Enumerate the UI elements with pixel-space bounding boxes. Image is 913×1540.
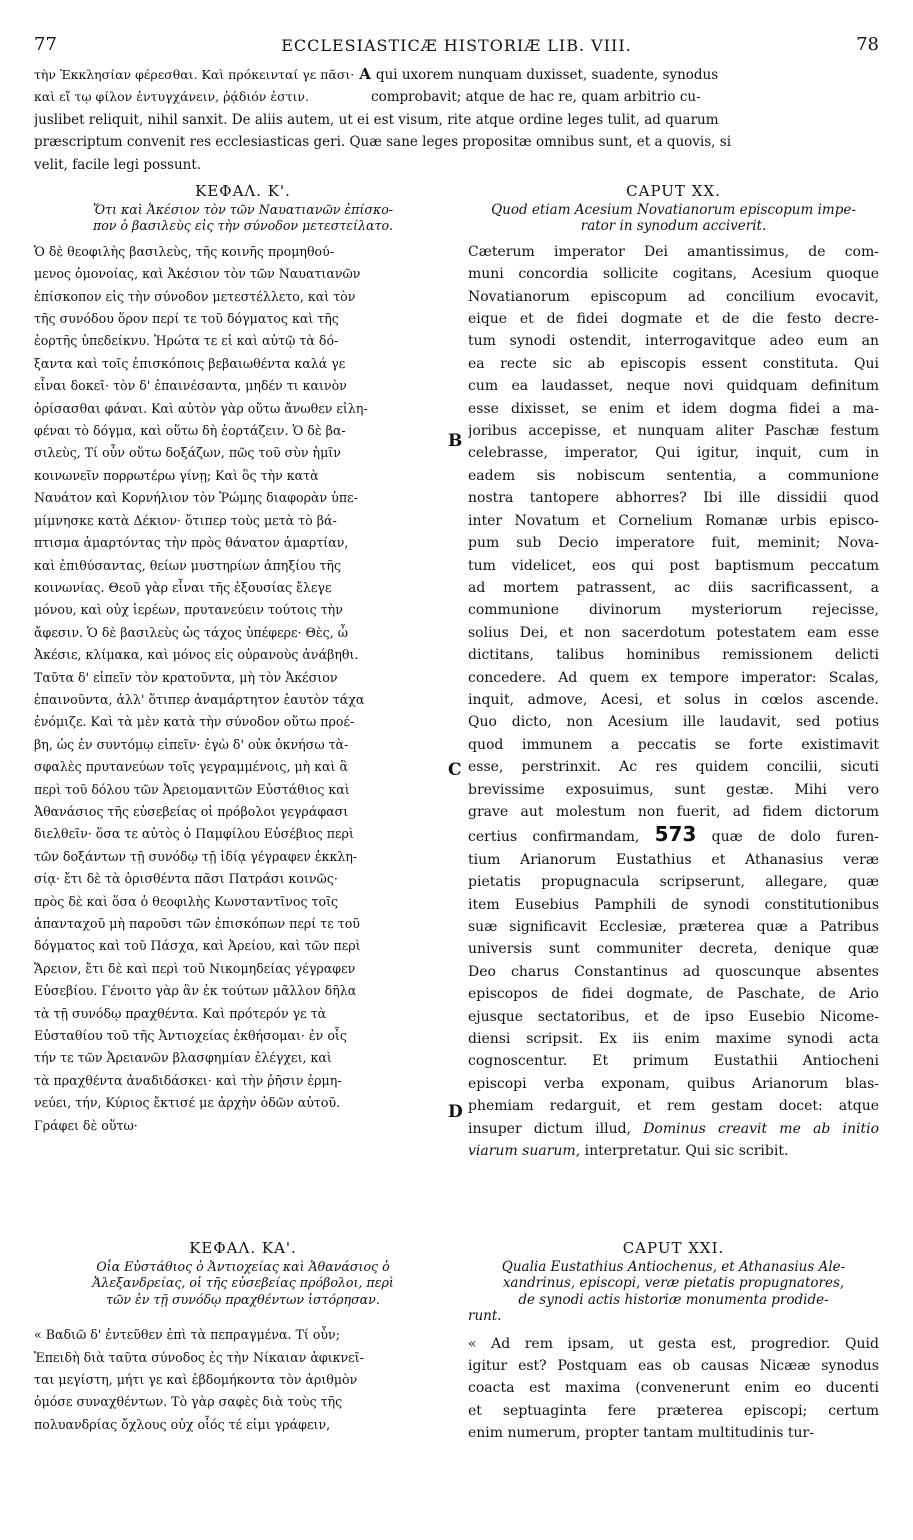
chapter-text-latin-20 (468, 241, 879, 1163)
text-line: cum ea laudasset, neque novi quidquam definitum (468, 378, 879, 395)
text-line: ξαντα καὶ τοῖς ἐπισκόποις βεβαιωθέντα καλά γε (34, 355, 346, 371)
text-line: pum sub Decio imperatore fuit, meminit; Nova- (468, 535, 879, 552)
text-line: phemiam redarguit, et rem gestam docet: atque (468, 1098, 879, 1115)
text-line: eadem sis nobiscum sententia, a communione (468, 467, 879, 484)
latin-column (468, 180, 879, 1162)
chapter-heading-greek-21: ΚΕΦΑΛ. ΚΑ'. (189, 1239, 297, 1257)
text-line: Ταῦτα δ' εἰπεῖν τὸν κρατοῦντα, μὴ τὸν Ἀκέσιον (34, 669, 338, 685)
text-line: quod immunem a peccatis se forte existimavit (468, 736, 879, 753)
text-line: ejusque sectatoribus, et de ipso Eusebio Nicome- (468, 1008, 879, 1025)
text-line: πτισμα ἁμαρτόντας τὴν πρὸς θάνατον ἁμαρτίαν, (34, 535, 349, 551)
text-line: Ἄρειον, ἔτι δὲ καὶ περὶ τοῦ Νικομηδείας γέγραφεν (34, 960, 356, 976)
text-line: « Ad rem ipsam, ut gesta est, progredior. Quid (468, 1335, 879, 1352)
text-line: communione divinorum mysteriorum rejecisse, (468, 602, 879, 619)
text-line: Γράφει δὲ οὕτω· (34, 1117, 138, 1133)
text-line: τῆς συνόδου ὅρον περί τε τοῦ δόγματος καὶ τῆς (34, 311, 339, 327)
margin-marker-b: B (448, 431, 463, 451)
text-line: Ἀθανάσιος τῆς εὐσεβείας οἱ πρόβολοι γεγράφασι (34, 803, 349, 819)
text-line: episcopos de fidei dogmate, de Paschate, de Ario (468, 986, 879, 1003)
text-line: ται μεγίστη, μήτι γε καὶ ἑβδομήκοντα τὸν ἀριθμὸν (34, 1372, 358, 1388)
page-number-left: 77 (34, 34, 57, 55)
text-line: inquit, admove, Acesi, et solus in cœlos ascende. (468, 691, 879, 708)
text-line: esse, perstrinxit. Ac res quidem concilii, sicuti (468, 759, 879, 776)
margin-marker-d: D (448, 1102, 463, 1122)
text-line: universis sunt communiter decreta, denique quæ (468, 941, 879, 958)
text-line: μενος ὁμονοίας, καὶ Ἀκέσιον τὸν τῶν Ναυατιανῶν (34, 266, 361, 282)
chapter-heading-latin-21: CAPUT XXI. (622, 1239, 725, 1257)
text-span: interpretatur. Qui sic scribit. (584, 1143, 789, 1160)
text-line: Εὐσεβίου. Γένοιτο γὰρ ἂν ἐκ τούτων μᾶλλον δῆλα (34, 983, 357, 999)
text-line: κοινωνεῖν πορρωτέρω γίνῃ; Καὶ ὃς τὴν κατὰ (34, 467, 319, 483)
text-line: enim numerum, propter tantam multitudinis tur- (468, 1425, 814, 1442)
text-line: concedere. Ad quem ex tempore imperator: Scalas, (468, 669, 879, 686)
text-line: κοινωνίας. Θεοῦ γὰρ εἶναι τῆς ἐξουσίας ἔλεγε (34, 579, 332, 595)
text-line: βη, ὡς ἐν συντόμῳ εἰπεῖν· ἐγὼ δ' οὐκ ὀκνήσω τὰ- (34, 736, 349, 752)
text-span: quæ de dolo furen- (711, 829, 879, 846)
text-line: Quo dicto, non Acesium ille laudavit, sed potius (468, 714, 879, 731)
text-line: diensi scripsit. Ex iis enim maxime synodi acta (468, 1031, 879, 1048)
text-line: νεύει, τήν, Κύριος ἔκτισέ με ἀρχὴν ὁδῶν αὐτοῦ. (34, 1095, 341, 1111)
text-line: τὰ πραχθέντα ἀναδιδάσκει· καὶ τὴν ῥῆσιν ἑρμη- (34, 1072, 342, 1088)
text-line: celebrasse, imperator, Qui igitur, inquit, cum in (468, 445, 879, 462)
text-line: σιλεὺς, Τί οὖν οὕτω δοξάζων, πῶς τοῦ σὺν ἡμῖν (34, 445, 341, 461)
text-line: tum synodi ostendit, interrogavitque adeo eum an (468, 333, 879, 350)
text-line: Deo charus Constantinus ad quoscunque absentes (468, 963, 879, 980)
text-line: δόγματος καὶ τοῦ Πάσχα, καὶ Ἀρείου, καὶ τῶν περὶ (34, 938, 361, 954)
text-line: εἶναι δοκεῖ· τὸν δ' ἐπαινέσαντα, μηδέν τι καινὸν (34, 378, 347, 394)
chapter-summary-greek-21: Οἷα Εὐστάθιος ὁ Ἀντιοχείας καὶ Ἀθανάσιος ὁ Ἀλεξανδρείας, οἱ τῆς εὐσεβείας πρόβολοι, περὶ τῶν ἐν τῇ συνόδῳ πραχθέντων ἱστόρησαν. (92, 1259, 394, 1307)
text-line: μίμνησκε κατὰ Δέκιον· ὅτιπερ τοὺς μετὰ τὸ βά- (34, 512, 337, 528)
latin-column-chapter-21 (468, 1237, 879, 1445)
margin-marker-c: C (448, 760, 462, 780)
text-line: et septuaginta fere præterea episcopi; certum (468, 1402, 879, 1419)
text-line (468, 823, 879, 848)
text-line: Ἀκέσιε, κλίμακα, καὶ μόνος εἰς οὐρανοὺς ἀνάβηθι. (34, 647, 359, 663)
text-line: tum videlicet, eos qui post baptismum peccatum (468, 557, 879, 574)
text-line: dictitans, talibus hominibus remissionem delicti (468, 647, 879, 664)
text-line: grave aut molestum non fuerit, ad fidem dictorum (468, 803, 879, 820)
text-line: ἑορτῆς ὑπεδείκνυ. Ἠρώτα τε εἰ καὶ αὐτῷ τὰ δό- (34, 333, 339, 349)
text-line: muni concordia sollicite cogitans, Acesium quoque (468, 266, 879, 283)
text-line: juslibet reliquit, nihil sanxit. De aliis autem, ut ei est visum, rite atque ordine leges tulit, ad quarum (34, 111, 719, 128)
chapter-summary-greek-20: Ὅτι καὶ Ἀκέσιον τὸν τῶν Ναυατιανῶν ἐπίσκο- πον ὁ βασιλεὺς εἰς τὴν σύνοδον μετεστείλατο. (92, 202, 394, 234)
text-line: σίᾳ· ἔτι δὲ τὰ ὁρισθέντα πᾶσι Πατράσι κοινῶς· (34, 871, 338, 887)
text-line: διελθεῖν· ὅσα τε αὐτὸς ὁ Παμφίλου Εὐσέβιος περὶ (34, 826, 354, 842)
text-line: eique et de fidei dogmate et de die festo decre- (468, 311, 879, 328)
chapter-heading-greek-20: ΚΕΦΑΛ. Κ'. (195, 182, 291, 200)
text-line: solius Dei, et non sacerdotum potestatem eam esse (468, 624, 879, 641)
text-line: ἐνόμιζε. Καὶ τὰ μὲν κατὰ τὴν σύνοδον οὕτω προέ- (34, 714, 355, 730)
text-line: Ὁ δὲ θεοφιλὴς βασιλεὺς, τῆς κοινῆς προμηθού- (34, 243, 335, 259)
text-line: τὴν Ἐκκλησίαν φέρεσθαι. Καὶ πρόκεινταί γε πᾶσι· A qui uxorem nunquam duxisset, suadente, synodus (34, 65, 719, 83)
text-line: Ἐπειδὴ διὰ ταῦτα σύνοδος ἐς τὴν Νίκαιαν ἀφικνεῖ- (34, 1349, 364, 1365)
text-line: τὰ τῇ συνόδῳ πραχθέντα. Καὶ πρότερόν γε τὰ (34, 1005, 327, 1021)
chapter-text-greek-21 (34, 1324, 452, 1436)
text-line: esse dixisset, se enim et idem dogma fidei a ma- (468, 400, 879, 417)
text-line: ἄφεσιν. Ὁ δὲ βασιλεὺς ὡς τάχος ὑπέφερε· Θὲς, ὦ (34, 624, 348, 640)
margin-marker-a: A (359, 65, 371, 83)
text-line (468, 1140, 879, 1162)
text-line: Ναυάτον καὶ Κορνήλιον τὸν Ῥώμης διαφορὰν ὑπε- (34, 490, 358, 506)
text-line: φέναι τὸ δόγμα, καὶ οὕτω δὴ ἑορτάζειν. Ὁ δὲ βα- (34, 423, 346, 439)
quoted-scripture: Dominus creavit me ab initio (643, 1120, 879, 1137)
text-line: καὶ εἴ τῳ φίλον ἐντυγχάνειν, ῥᾴδιόν ἐστιν. comprobavit; atque de hac re, quam arbitrio cu- (34, 89, 701, 106)
text-span: certius confirmandam, (468, 829, 640, 846)
text-line: πρὸς δὲ καὶ ὅσα ὁ θεοφιλὴς Κωνσταντῖνος τοῖς (34, 893, 339, 909)
continued-text (34, 63, 879, 176)
page-number-right: 78 (856, 34, 879, 55)
text-line: « Βαδιῶ δ' ἐντεῦθεν ἐπὶ τὰ πεπραγμένα. Τί οὖν; (34, 1327, 340, 1343)
text-line: pietatis propugnacula scripserunt, allegare, quæ (468, 874, 879, 891)
text-line: ad mortem patrassent, ac diis sacrificassent, a (468, 579, 879, 596)
text-line: tium Arianorum Eustathius et Athanasius veræ (468, 851, 879, 868)
greek-column (34, 180, 452, 1137)
text-line: velit, facile legi possunt. (34, 156, 202, 173)
text-line: ea recte sic ab episcopis essent constituta. Qui (468, 355, 879, 372)
text-line: τήν τε τῶν Ἀρειανῶν βλασφημίαν ἐλέγχει, καὶ (34, 1050, 332, 1066)
text-line: ὁμόσε συναχθέντων. Τὸ γὰρ σαφὲς διὰ τοὺς τῆς (34, 1394, 343, 1410)
chapter-summary-latin-20: Quod etiam Acesium Novatianorum episcopum impe- rator in synodum acciverit. (491, 202, 856, 235)
text-line: brevissime exposuimus, sunt gestæ. Mihi vero (468, 781, 879, 798)
text-line: καὶ ἐπιθύσαντας, θείων μυστηρίων ἀπηξίου τῆς (34, 557, 342, 573)
text-line: Cæterum imperator Dei amantissimus, de com- (468, 243, 879, 260)
running-header (34, 34, 879, 58)
text-line: coacta est maxima (convenerunt enim eo ducenti (468, 1380, 879, 1397)
greek-column-chapter-21 (34, 1237, 452, 1436)
text-line: joribus accepisse, et nunquam aliter Paschæ festum (468, 423, 879, 440)
text-line: ἁπανταχοῦ μὴ παροῦσι τῶν ἐπισκόπων περί τε τοῦ (34, 916, 360, 931)
text-line: πολυανδρίας ὄχλους οὐχ οἷός τέ εἰμι γράφειν, (34, 1416, 331, 1432)
text-line: τῶν δοξάντων τῇ συνόδῳ τῇ ἰδίᾳ γέγραφεν ἐκκλη- (34, 848, 358, 864)
text-line (468, 1118, 879, 1140)
page-column-number: 573 (654, 823, 697, 847)
text-line: ἐπαινοῦντα, ἀλλ' ὅτιπερ ἀναμάρτητον ἑαυτὸν τάχα (34, 691, 365, 707)
text-line: præscriptum convenit res ecclesiasticas geri. Quæ sane leges propositæ omnibus sunt, et a quovis, si (34, 134, 732, 151)
text-line: Εὐσταθίου τοῦ τῆς Ἀντιοχείας ἐκθήσομαι· ἐν οἷς (34, 1028, 347, 1044)
chapter-heading-latin-20: CAPUT XX. (626, 182, 721, 200)
text-line: μόνου, καὶ οὐχ ἱερέων, πρυτανεύειν τούτοις τὴν (34, 602, 343, 618)
chapter-summary-latin-21: Qualia Eustathius Antiochenus, et Athanasius Ale- xandrinus, episcopi, veræ pietatis propugnatores, de synodi actis historiæ monumenta prodide- runt. (468, 1259, 846, 1325)
running-title: ECCLESIASTICÆ HISTORIÆ LIB. VIII. (281, 36, 632, 55)
text-line: item Eusebius Pamphili de synodi constitutionibus (468, 896, 879, 913)
text-line: igitur est? Postquam eas ob causas Nicææ synodus (468, 1358, 879, 1375)
text-line: ὁρίσασθαι φάναι. Καὶ αὐτὸν γὰρ οὕτω ἄνωθεν εἰλη- (34, 400, 368, 416)
text-line: inter Novatum et Cornelium Romanæ urbis episco- (468, 512, 879, 529)
text-line: nostra tantopere abhorres? Ibi ille dissidii quod (468, 490, 879, 507)
text-line: cognoscentur. Et primum Eustathii Antiocheni (468, 1053, 879, 1070)
text-line: σφαλὲς πρυτανεύων τοῖς γεγραμμένοις, μὴ καὶ ἃ (34, 759, 349, 775)
text-span: insuper dictum illud, (468, 1120, 632, 1137)
chapter-text-greek-20 (34, 241, 452, 1137)
text-line: Novatianorum episcopum ad concilium evocavit, (468, 288, 879, 305)
text-line: suæ significavit Ecclesiæ, præterea quæ a Patribus (468, 919, 879, 935)
chapter-text-latin-21 (468, 1333, 879, 1445)
text-line: ἐπίσκοπον εἰς τὴν σύνοδον μετεστέλλετο, καὶ τὸν (34, 288, 356, 304)
quoted-scripture: viarum suarum, (468, 1143, 581, 1160)
text-line: περὶ τοῦ δόλου τῶν Ἀρειομανιτῶν Εὐστάθιος καὶ (34, 781, 350, 797)
text-line: episcopi verba exponam, quibus Arianorum blas- (468, 1075, 879, 1092)
